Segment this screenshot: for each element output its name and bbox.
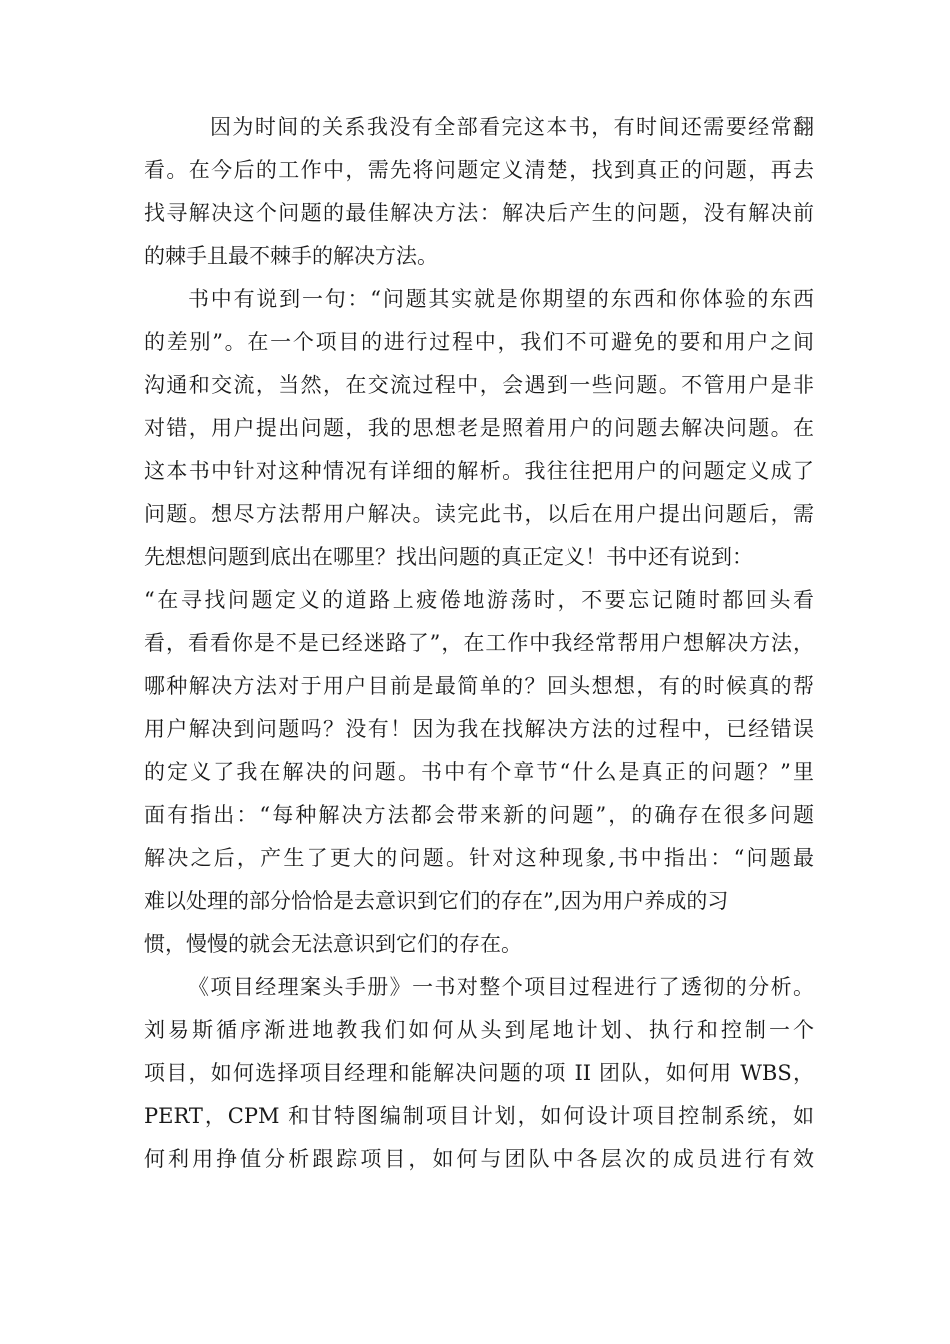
text-line: 书中有说到一句：“问题其实就是你期望的东西和你体验的东西 — [188, 287, 814, 311]
text-line: 看，看看你是不是已经迷路了”，在工作中我经常帮用户想解决方法， — [144, 631, 814, 655]
text-line: 刘易斯循序渐进地教我们如何从头到尾地计划、执行和控制一个 — [144, 1018, 814, 1042]
text-line: 的定义了我在解决的问题。书中有个章节“什么是真正的问题？”里 — [144, 760, 814, 784]
paragraph-1 — [144, 106, 814, 278]
text-line: 的棘手且最不棘手的解决方法。 — [144, 244, 438, 268]
text-line: 对错，用户提出问题，我的思想老是照着用户的问题去解决问题。在 — [144, 416, 814, 440]
text-line: 《项目经理案头手册》一书对整个项目过程进行了透彻的分析。 — [188, 975, 814, 999]
text-line: 面有指出：“每种解决方法都会带来新的问题”，的确存在很多问题 — [144, 803, 814, 827]
text-line: 用户解决到问题吗？没有！因为我在找解决方法的过程中，已经错误 — [144, 717, 814, 741]
text-line: “在寻找问题定义的道路上疲倦地游荡时，不要忘记随时都回头看 — [144, 588, 814, 612]
text-line: 难以处理的部分恰恰是去意识到它们的存在”,因为用户养成的习 — [144, 889, 729, 913]
document-body — [144, 106, 814, 1181]
text-line: 先想想问题到底出在哪里？找出问题的真正定义！书中还有说到： — [144, 545, 753, 569]
text-line: 解决之后，产生了更大的问题。针对这种现象,书中指出：“问题最 — [144, 846, 814, 870]
text-line: 何利用挣值分析跟踪项目，如何与团队中各层次的成员进行有效 — [144, 1147, 814, 1171]
text-line: 沟通和交流，当然，在交流过程中，会遇到一些问题。不管用户是非 — [144, 373, 814, 397]
text-line: 哪种解决方法对于用户目前是最简单的？回头想想，有的时候真的帮 — [144, 674, 814, 698]
text-line: 看。在今后的工作中，需先将问题定义清楚，找到真正的问题，再去 — [144, 158, 814, 182]
paragraph-2 — [144, 278, 814, 966]
text-line: 这本书中针对这种情况有详细的解析。我往往把用户的问题定义成了 — [144, 459, 814, 483]
text-line: 的差别”。在一个项目的进行过程中，我们不可避免的要和用户之间 — [144, 330, 814, 354]
text-line: PERT，CPM 和甘特图编制项目计划，如何设计项目控制系统，如 — [144, 1104, 814, 1128]
text-line: 因为时间的关系我没有全部看完这本书，有时间还需要经常翻 — [210, 115, 814, 139]
paragraph-3 — [144, 966, 814, 1181]
text-line: 问题。想尽方法帮用户解决。读完此书，以后在用户提出问题后，需 — [144, 502, 814, 526]
text-line: 惯，慢慢的就会无法意识到它们的存在。 — [144, 932, 522, 956]
text-line: 找寻解决这个问题的最佳解决方法：解决后产生的问题，没有解决前 — [144, 201, 814, 225]
text-line: 项目，如何选择项目经理和能解决问题的项 II 团队，如何用 WBS， — [144, 1061, 814, 1085]
